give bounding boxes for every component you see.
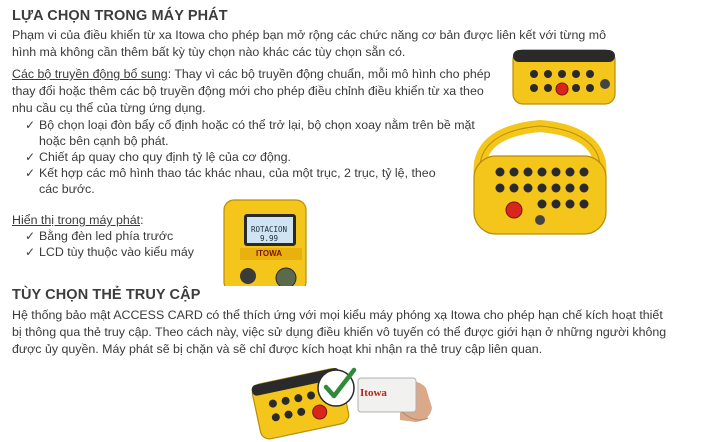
- access-card-illustration: [250, 362, 436, 442]
- bullet-led: ✓ Bằng đèn led phía trước: [25, 229, 174, 243]
- drives-label: Các bộ truyền động bổ sung: [12, 67, 168, 81]
- access-line-3: được ủy quyền. Máy phát sẽ bị chặn và sẽ chỉ được kích hoạt khi nhận ra thẻ truy cập liên quan.: [12, 342, 543, 356]
- intro-line-1: Phạm vi của điều khiển từ xa Itowa cho phép bạn mở rộng các chức năng cơ bản được liên kết với từng mô: [12, 28, 606, 42]
- access-line-1: Hệ thống bảo mật ACCESS CARD có thể thích ứng với mọi kiểu máy phóng xạ Itowa cho phép hạn chế kích hoạt thiết: [12, 308, 663, 322]
- small-remote-image: [510, 44, 618, 108]
- check-icon: ✓: [25, 245, 36, 259]
- lcd-value: 9.99: [259, 234, 279, 243]
- lcd-remote-brand: ITOWA: [255, 249, 283, 258]
- bullet-combination-cont: các bước.: [39, 182, 95, 196]
- bullet-lever-selector: ✓ Bộ chọn loại đòn bẩy cố định hoặc có thể trở lại, bộ chọn xoay nằm trên bề mặt: [25, 118, 475, 132]
- bullet-potentiometer: ✓ Chiết áp quay cho quy định tỷ lệ của cơ động.: [25, 150, 291, 164]
- display-label: Hiển thị trong máy phát: [12, 213, 141, 227]
- check-icon: ✓: [25, 150, 36, 164]
- drives-line-1-rest: : Thay vì các bộ truyền động chuẩn, mỗi mô hình cho phép: [167, 67, 491, 81]
- lcd-text: ROTACION: [250, 225, 288, 234]
- card-brand: Itowa: [360, 387, 387, 399]
- drives-paragraph-line-3: nhu cầu cụ thể của từng ứng dụng.: [12, 101, 206, 115]
- check-icon: ✓: [25, 166, 36, 180]
- bullet-lever-selector-cont: hoặc bên cạnh bộ phát.: [39, 134, 169, 148]
- bullet-combination: ✓ Kết hợp các mô hình thao tác khác nhau, của một trục, 2 trục, tỷ lệ, theo: [25, 166, 436, 180]
- section-title-transmitter-options: LỰA CHỌN TRONG MÁY PHÁT: [12, 8, 228, 24]
- check-icon: ✓: [25, 229, 36, 243]
- check-icon: ✓: [25, 118, 36, 132]
- large-remote-image: [466, 118, 614, 240]
- intro-line-2: hình mà không cần thêm bất kỳ tùy chọn nào khác các tùy chọn sẵn có.: [12, 45, 406, 59]
- access-line-2: bị thông qua thẻ truy cập. Theo cách này, việc sử dụng điều khiển vô tuyến có thể được giới hạn ở những người không: [12, 325, 667, 339]
- bullet-lcd: ✓ LCD tùy thuộc vào kiểu máy: [25, 245, 194, 259]
- section-title-access-card: TÙY CHỌN THẺ TRUY CẬP: [12, 287, 201, 303]
- drives-paragraph-line-1: [12, 66, 491, 83]
- drives-paragraph-line-2: thay đổi hoặc thêm các bộ truyền động mới cho phép điều chỉnh điều khiển từ xa theo: [12, 84, 484, 98]
- display-heading: Hiển thị trong máy phát:: [12, 213, 144, 227]
